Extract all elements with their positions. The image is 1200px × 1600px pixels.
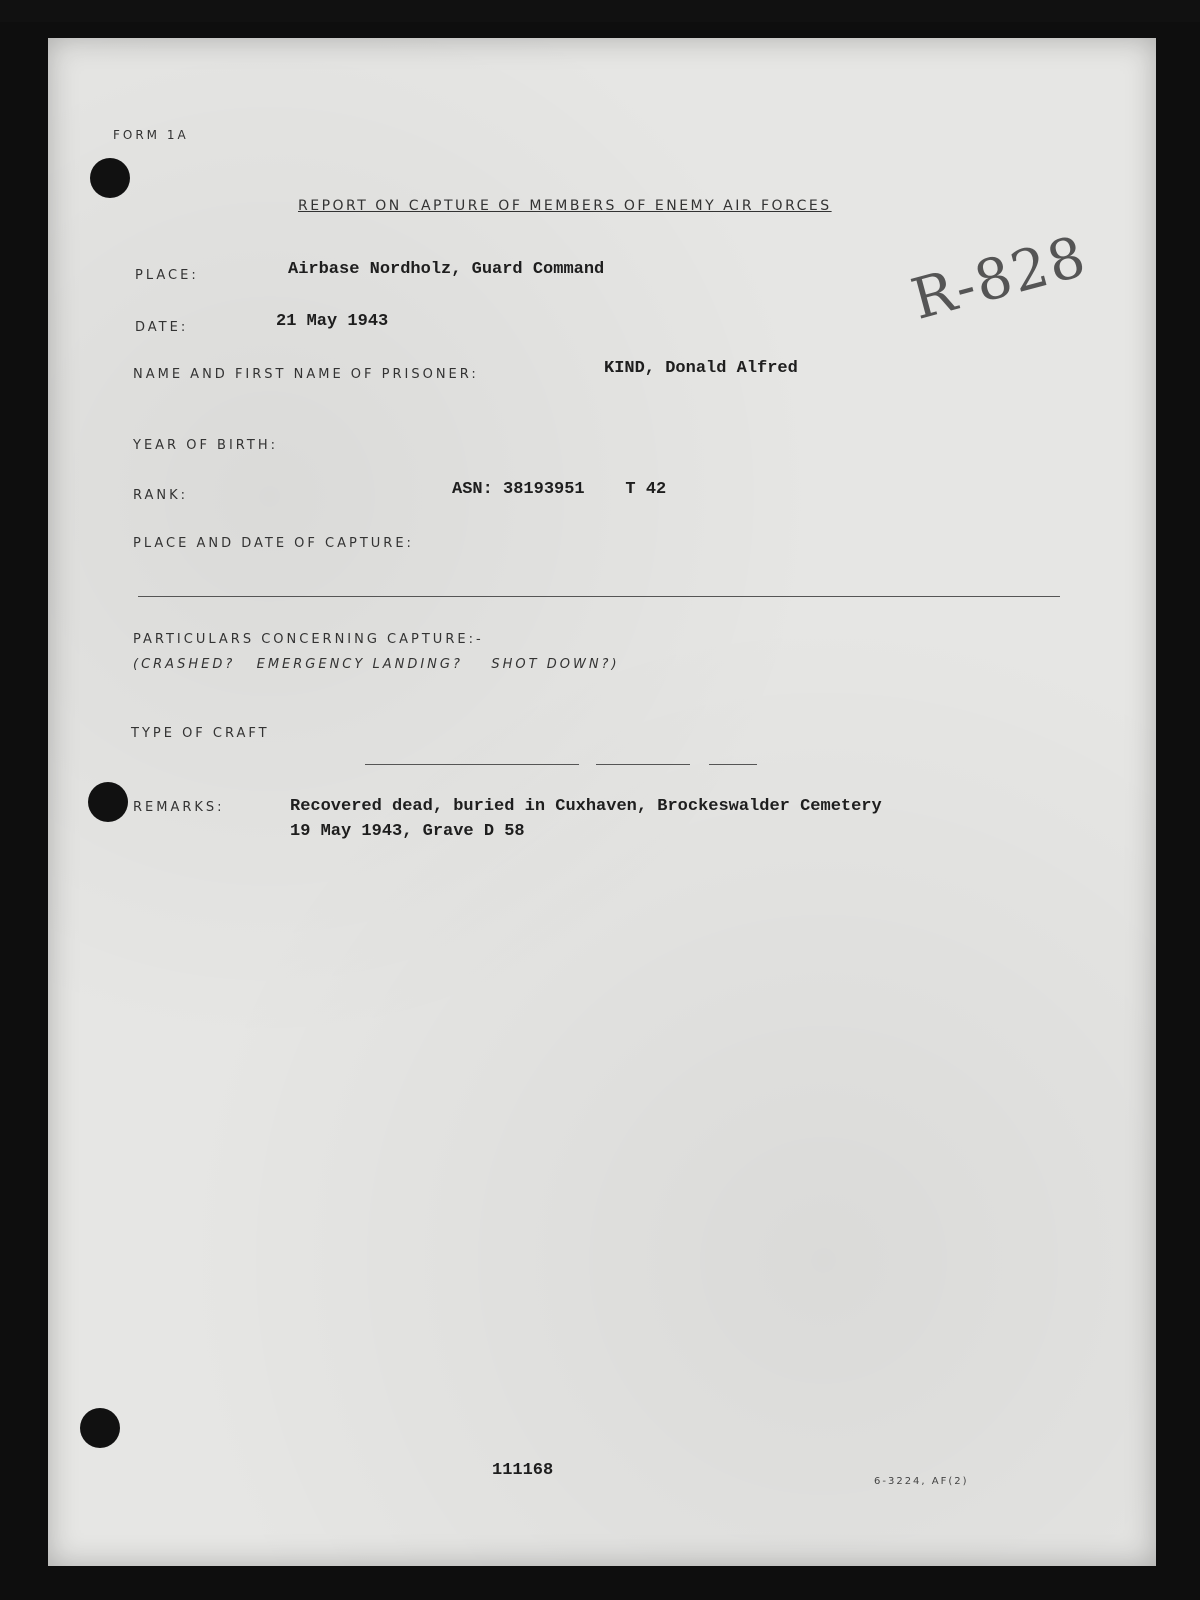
footer-code: 6-3224, AF(2)	[874, 1476, 969, 1487]
remarks-label: REMARKS:	[133, 800, 225, 815]
remarks-line-1: Recovered dead, buried in Cuxhaven, Brockeswalder Cemetery	[290, 797, 882, 816]
date-value: 21 May 1943	[276, 312, 389, 331]
scan-border	[0, 0, 1200, 22]
form-id: FORM 1A	[113, 128, 189, 142]
rank-value: ASN: 38193951 T 42	[452, 480, 667, 499]
capture-label: PLACE AND DATE OF CAPTURE:	[133, 536, 414, 551]
name-value: KIND, Donald Alfred	[604, 359, 798, 378]
particulars-label: PARTICULARS CONCERNING CAPTURE:-	[133, 632, 484, 647]
date-label: DATE:	[135, 320, 189, 335]
craft-line-2	[596, 764, 690, 765]
punch-hole-middle	[88, 782, 128, 822]
place-value: Airbase Nordholz, Guard Command	[288, 260, 605, 279]
craft-line-1	[365, 764, 579, 765]
name-label: NAME AND FIRST NAME OF PRISONER:	[133, 367, 479, 382]
particulars-options: (CRASHED? EMERGENCY LANDING? SHOT DOWN?)	[133, 657, 620, 672]
craft-label: TYPE OF CRAFT	[131, 726, 270, 741]
handwritten-note: R-828	[905, 223, 1094, 333]
birth-label: YEAR OF BIRTH:	[133, 438, 278, 453]
place-label: PLACE:	[135, 268, 199, 283]
document-number: 111168	[492, 1461, 554, 1480]
punch-hole-top	[90, 158, 130, 198]
punch-hole-bottom	[80, 1408, 120, 1448]
remarks-line-2: 19 May 1943, Grave D 58	[290, 822, 525, 841]
separator-line	[138, 596, 1060, 597]
craft-line-3	[709, 764, 757, 765]
document-title: REPORT ON CAPTURE OF MEMBERS OF ENEMY AIR FORCES	[298, 198, 832, 214]
rank-label: RANK:	[133, 488, 189, 503]
